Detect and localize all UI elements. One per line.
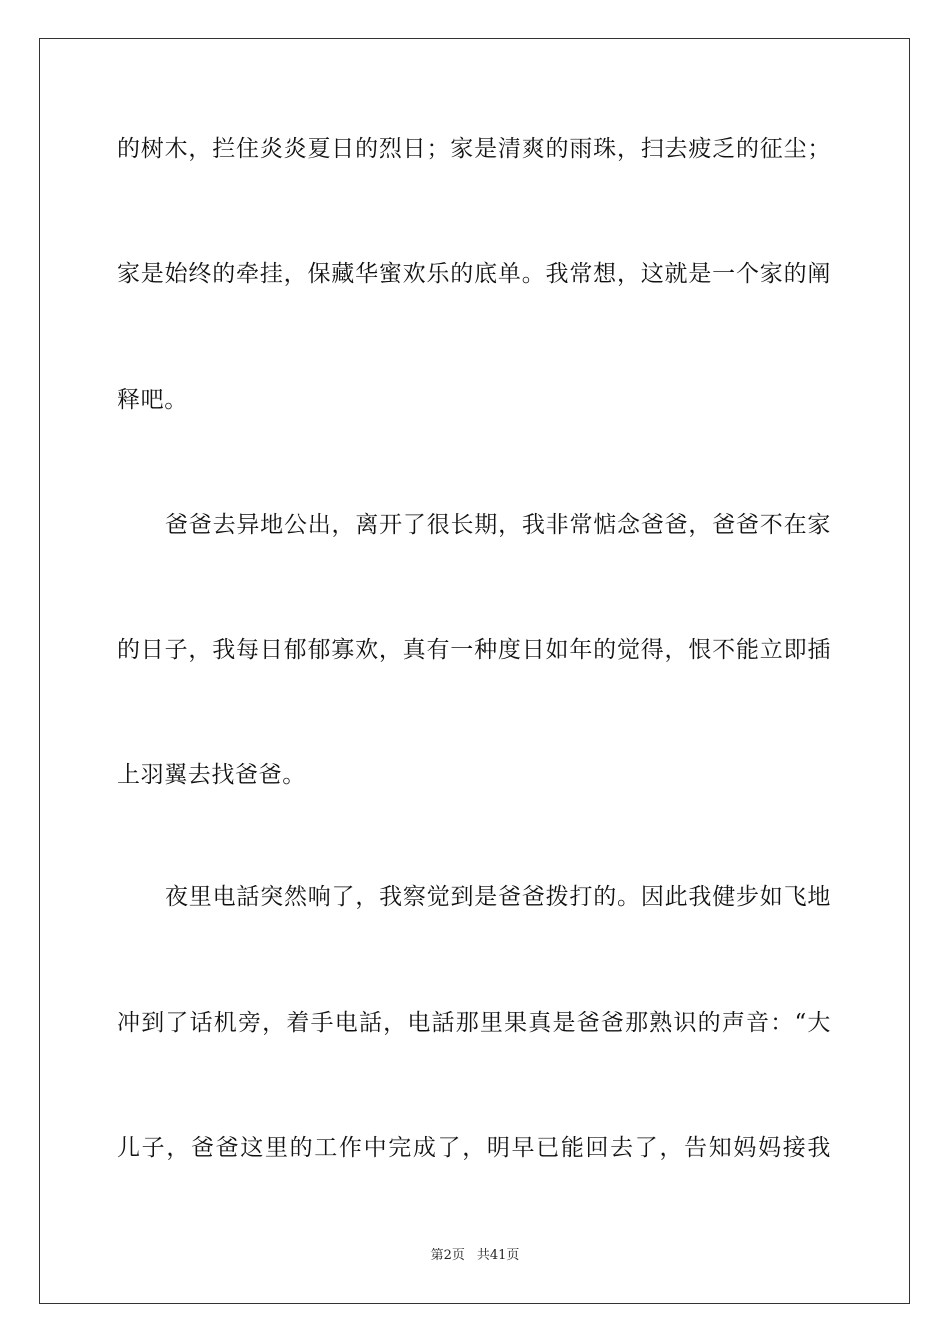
page-footer	[0, 1247, 950, 1265]
text-line: 的日子，我每日郁郁寡欢，真有一种度日如年的觉得，恨不能立即插	[117, 637, 831, 663]
text-line: 家是始终的牵挂，保藏华蜜欢乐的底单。我常想，这就是一个家的阐	[117, 261, 831, 287]
paragraph-first-line: 爸爸去异地公出，离开了很长期，我非常惦念爸爸，爸爸不在家	[165, 512, 831, 538]
text-line: 上羽翼去找爸爸。	[117, 762, 306, 788]
page-border	[39, 38, 910, 1304]
text-line: 儿子，爸爸这里的工作中完成了，明早已能回去了，告知妈妈接我	[117, 1135, 831, 1161]
page-number: 第2页	[430, 1248, 465, 1263]
paragraph-first-line: 夜里电話突然响了，我察觉到是爸爸拨打的。因此我健步如飞地	[165, 884, 831, 910]
text-line: 释吧。	[117, 387, 188, 413]
page-total: 共41页	[476, 1248, 520, 1263]
text-line: 冲到了话机旁，着手电話，电話那里果真是爸爸那熟识的声音：“大	[117, 1010, 831, 1036]
text-line: 的树木，拦住炎炎夏日的烈日；家是清爽的雨珠，扫去疲乏的征尘；	[117, 136, 831, 162]
